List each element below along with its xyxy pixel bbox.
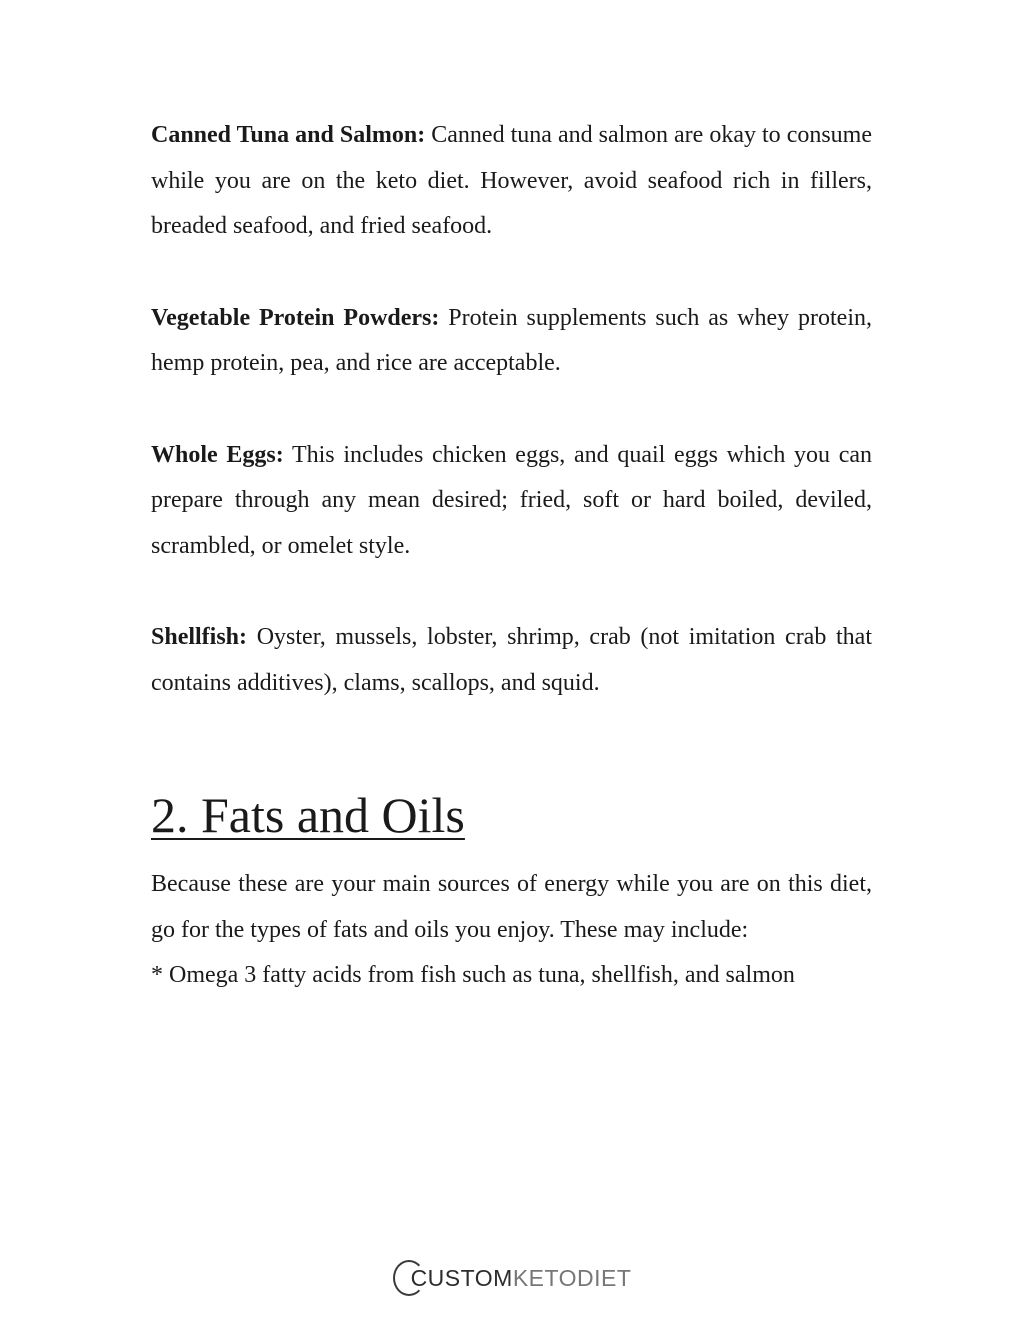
section-heading: 2. Fats and Oils [151,787,465,843]
paragraph-whole-eggs [151,433,872,570]
paragraph-protein-powders [151,296,872,387]
text-shellfish: Oyster, mussels, lobster, shrimp, crab (not imitation crab that contains additives), clams, scallops, and squid. [151,624,872,696]
paragraph-canned-tuna [151,113,872,250]
text-whole-eggs: This includes chicken eggs, and quail eggs which you can prepare through any mean desired; fried, soft or hard boiled, deviled, scrambled, or omelet style. [151,441,872,559]
term-shellfish: Shellfish: [151,624,248,650]
logo [393,1260,632,1296]
logo-text-ketodiet: KETODIET [512,1264,632,1291]
term-canned-tuna: Canned Tuna and Salmon: [151,122,426,148]
intro-paragraph: Because these are your main sources of energy while you are on this diet, go for the types of fats and oils you enjoy. These may include: [151,871,872,943]
paragraph-shellfish [151,615,872,706]
document-body [151,113,872,999]
term-whole-eggs: Whole Eggs: [151,441,284,468]
text-protein-powders: Protein supplements such as whey protein, hemp protein, pea, and rice are acceptable. [151,304,872,376]
bullet-item: * Omega 3 fatty acids from fish such as tuna, shellfish, and salmon [151,962,795,988]
term-protein-powders: Vegetable Protein Powders: [151,304,440,331]
text-canned-tuna: Canned tuna and salmon are okay to consume while you are on the keto diet. However, avoid seafood rich in fillers, breaded seafood, and fried seafood. [151,122,873,239]
footer [0,1256,1024,1300]
logo-text-custom: CUSTOM [410,1264,513,1291]
